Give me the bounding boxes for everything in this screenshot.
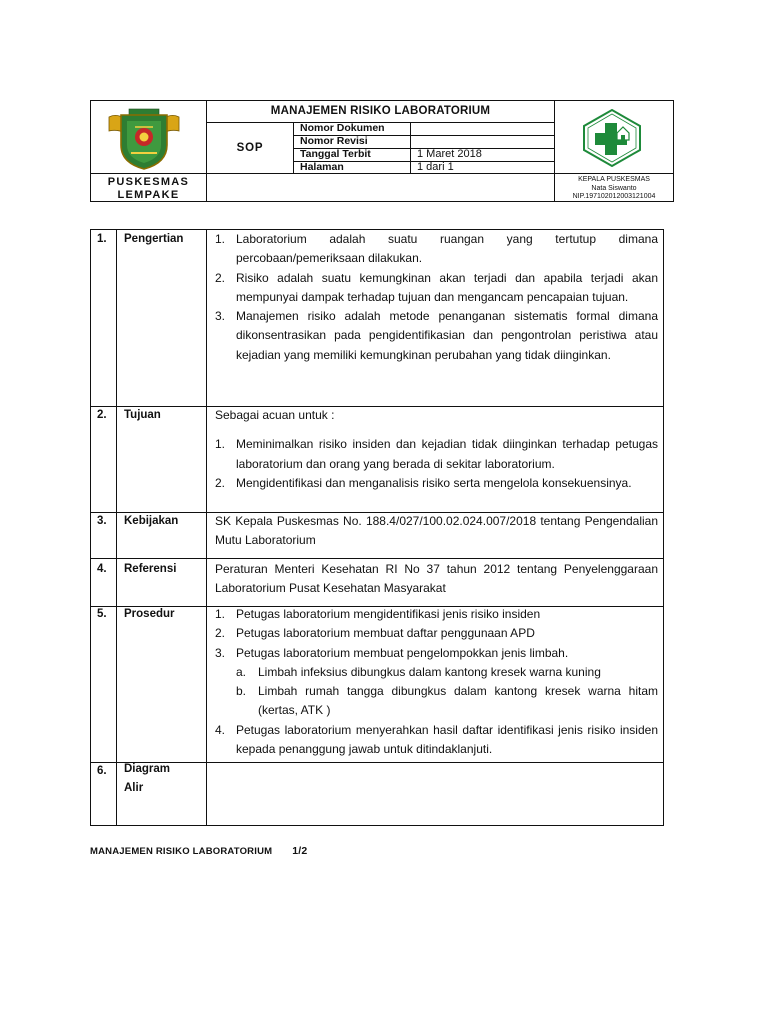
row-number: 2. <box>97 409 107 421</box>
header-table <box>90 100 674 202</box>
puskesmas-name-line2: LEMPAKE <box>117 189 180 201</box>
puskesmas-green-cross-logo <box>581 109 643 167</box>
row-number: 4. <box>97 563 107 575</box>
pengertian-content <box>215 230 658 365</box>
page-label: Halaman <box>300 161 344 173</box>
list-item: 1. Laboratorium adalah suatu ruangan yang tertutup dimana percobaan/pemeriksaan dilakukan. <box>215 232 658 266</box>
row-number: 3. <box>97 515 107 527</box>
list-item: 3. Petugas laboratorium membuat pengelompokkan jenis limbah. <box>215 645 569 660</box>
sop-label: SOP <box>236 142 264 154</box>
sub-list-item: a. Limbah infeksius dibungkus dalam kantong kresek warna kuning <box>236 664 601 679</box>
page-footer <box>90 845 307 857</box>
signature-title: KEPALA PUSKESMAS <box>578 176 650 183</box>
kota-samarinda-emblem <box>107 107 181 171</box>
tujuan-content <box>215 406 658 493</box>
revision-label: Nomor Revisi <box>300 135 368 147</box>
signature-name: Nata Siswanto <box>591 184 637 192</box>
doc-number-label: Nomor Dokumen <box>300 122 385 134</box>
issue-date-label: Tanggal Terbit <box>300 148 371 160</box>
row-label-line1: Diagram <box>124 763 171 775</box>
divider <box>91 173 673 174</box>
list-item: 1. Meminimalkan risiko insiden dan kejadian tidak diinginkan terhadap petugas laboratorium dan orang yang berada di sekitar laboratorium. <box>215 437 658 471</box>
list-item: 3. Manajemen risiko adalah metode penanganan sistematis formal dimana dikonsentrasikan pada pengidentifikasian dan pengontrolan peristiwa atau kejadian yang memiliki kemungkinan perubahan yang tidak diinginkan. <box>215 309 658 362</box>
divider <box>116 230 117 825</box>
list-item: 2. Risiko adalah suatu kemungkinan akan terjadi dan apabila terjadi akan mempunyai dampak terhadap tujuan dan mengancam pencapaian tujuan. <box>215 270 658 304</box>
prosedur-content <box>215 605 658 759</box>
sop-content-table <box>90 229 664 826</box>
list-item: 2. Mengidentifikasi dan menganalisis risiko serta mengelola konsekuensinya. <box>215 475 632 490</box>
kebijakan-content: SK Kepala Puskesmas No. 188.4/027/100.02.024.007/2018 tentang Pengendalian Mutu Laboratorium <box>215 514 658 548</box>
sub-list-item: b. Limbah rumah tangga dibungkus dalam kantong kresek warna hitam (kertas, ATK ) <box>236 684 658 718</box>
row-label-line2: Alir <box>124 782 144 794</box>
row-label-kebijakan: Kebijakan <box>124 515 179 527</box>
divider <box>206 230 207 825</box>
row-label-prosedur: Prosedur <box>124 608 175 620</box>
list-item: 1. Petugas laboratorium mengidentifikasi jenis risiko insiden <box>215 607 541 621</box>
row-label-pengertian: Pengertian <box>124 233 184 245</box>
row-number: 1. <box>97 233 107 245</box>
signature-block <box>555 176 673 202</box>
row-label-diagram-alir <box>124 760 170 798</box>
document-title: MANAJEMEN RISIKO LABORATORIUM <box>270 105 491 117</box>
list-item: 4. Petugas laboratorium menyerahkan hasil daftar identifikasi jenis risiko insiden kepada penanggung jawab untuk ditindaklanjuti. <box>215 722 658 757</box>
divider <box>91 558 663 559</box>
puskesmas-name <box>91 176 206 202</box>
divider <box>91 762 663 763</box>
row-label-referensi: Referensi <box>124 563 177 575</box>
referensi-content: Peraturan Menteri Kesehatan RI No 37 tahun 2012 tentang Penyelenggaraan Laboratorium Pusat Kesehatan Masyarakat <box>215 562 658 596</box>
row-number: 5. <box>97 608 107 620</box>
page-value: 1 dari 1 <box>417 161 454 173</box>
footer-title: MANAJEMEN RISIKO LABORATORIUM <box>90 846 273 857</box>
issue-date-value: 1 Maret 2018 <box>417 148 482 160</box>
row-number: 6. <box>97 765 107 777</box>
row-label-tujuan: Tujuan <box>124 409 161 421</box>
footer-page-number: 1/2 <box>292 845 308 857</box>
signature-nip: NIP.197102012003121004 <box>572 193 656 200</box>
puskesmas-name-line1: PUSKESMAS <box>107 176 190 188</box>
tujuan-intro: Sebagai acuan untuk : <box>215 408 335 422</box>
list-item: 2. Petugas laboratorium membuat daftar penggunaan APD <box>215 626 535 641</box>
